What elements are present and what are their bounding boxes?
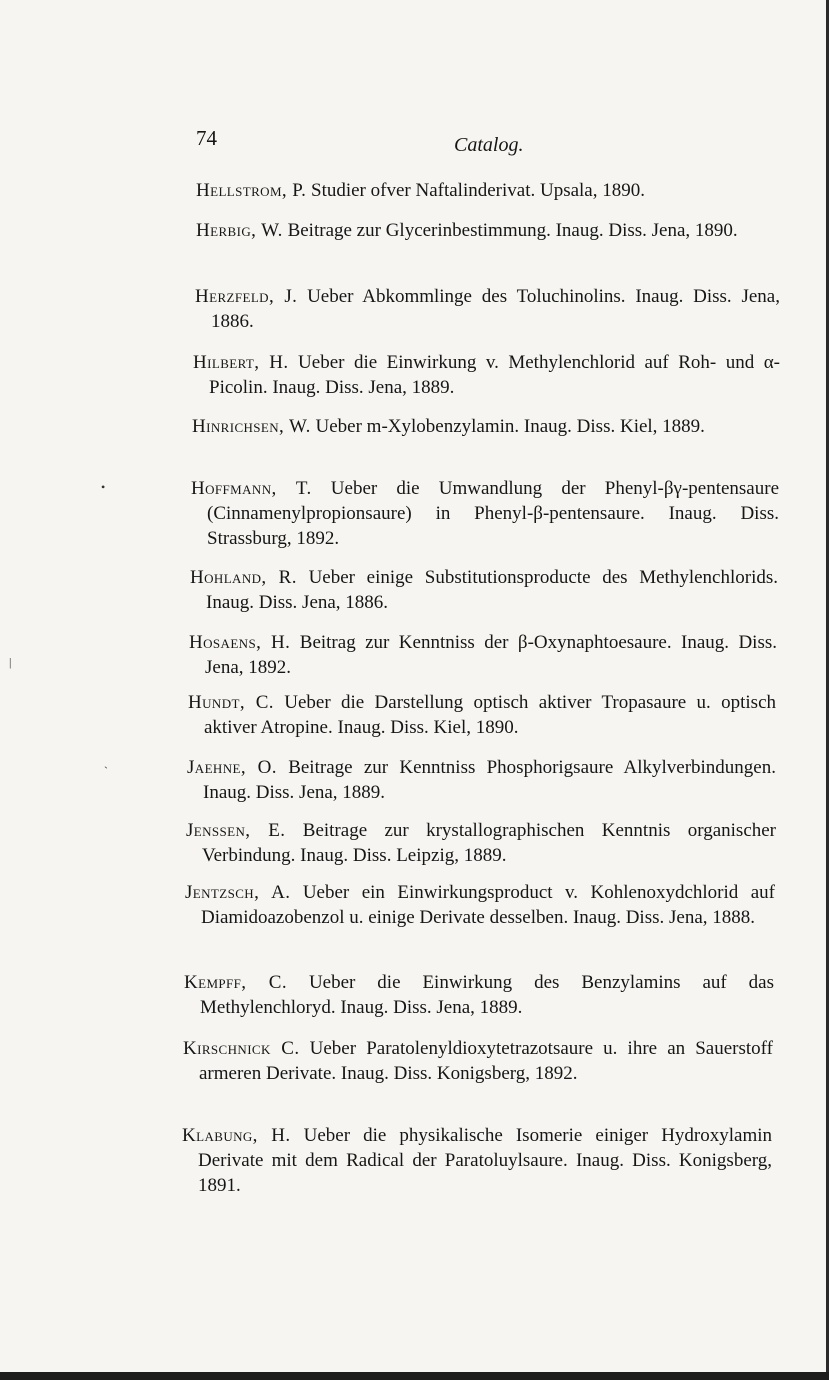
entry-author: Hosaens, H. bbox=[189, 632, 291, 653]
entry-author: Kempff, C. bbox=[184, 972, 288, 993]
entry-text: Ueber die Darstellung optisch aktiver Tropasaure u. optisch aktiver Atropine. Inaug. Diss. Kiel, 1890. bbox=[204, 692, 777, 738]
running-title: Catalog. bbox=[454, 134, 524, 156]
catalog-entry bbox=[186, 818, 776, 868]
page-edge-shadow bbox=[0, 1372, 829, 1380]
catalog-entry bbox=[187, 755, 776, 805]
catalog-entry bbox=[189, 630, 777, 680]
catalog-entry bbox=[193, 350, 780, 400]
entry-text: Ueber die physikalische Isomerie einiger Hydroxylamin Derivate mit dem Radical der Paratoluylsaure. Inaug. Diss. Konigsberg, 1891. bbox=[198, 1125, 773, 1196]
entry-author: Kirschnick C. bbox=[183, 1038, 300, 1059]
entry-text: Ueber ein Einwirkungsproduct v. Kohlenoxydchlorid auf Diamidoazobenzol u. einige Derivate desselben. Inaug. Diss. Jena, 1888. bbox=[201, 882, 775, 928]
entry-text: Studier ofver Naftalinderivat. Upsala, 1890. bbox=[311, 180, 645, 201]
catalog-entry bbox=[196, 218, 780, 243]
entry-author: Herzfeld, J. bbox=[195, 286, 298, 307]
entry-text: Beitrage zur Glycerinbestimmung. Inaug. Diss. Jena, 1890. bbox=[287, 220, 738, 241]
entry-author: Klabung, H. bbox=[182, 1125, 291, 1146]
entry-author: Jenssen, E. bbox=[186, 820, 286, 841]
entry-author: Hellstrom, P. bbox=[196, 180, 307, 201]
catalog-entry bbox=[182, 1123, 772, 1198]
scan-speck: • bbox=[101, 480, 106, 494]
entry-text: Ueber einige Substitutionsproducte des Methylenchlorids. Inaug. Diss. Jena, 1886. bbox=[206, 567, 779, 613]
catalog-entry bbox=[190, 565, 778, 615]
catalog-entry bbox=[195, 284, 780, 334]
entry-author: Herbig, W. bbox=[196, 220, 283, 241]
entry-author: Hinrichsen, W. bbox=[192, 416, 311, 437]
scan-speck: | bbox=[9, 655, 12, 669]
entry-text: Ueber Paratolenyldioxytetrazotsaure u. ihre an Sauerstoff armeren Derivate. Inaug. Diss. Konigsberg, 1892. bbox=[199, 1038, 773, 1084]
page-number: 74 bbox=[196, 126, 217, 150]
entry-text: Ueber die Einwirkung des Benzylamins auf das Methylenchloryd. Inaug. Diss. Jena, 1889. bbox=[200, 972, 774, 1018]
entry-author: Hundt, C. bbox=[188, 692, 274, 713]
catalog-entry bbox=[192, 414, 779, 439]
catalog-entry bbox=[188, 690, 776, 740]
entry-author: Hohland, R. bbox=[190, 567, 297, 588]
entry-text: Ueber Abkommlinge des Toluchinolins. Inaug. Diss. Jena, 1886. bbox=[211, 286, 780, 332]
entry-text: Ueber die Umwandlung der Phenyl-βγ-pentensaure (Cinnamenylpropionsaure) in Phenyl-β-pentensaure. Inaug. Diss. Strassburg, 1892. bbox=[207, 478, 780, 549]
page-header bbox=[196, 126, 536, 162]
entry-author: Hilbert, H. bbox=[193, 352, 289, 373]
entry-text: Ueber m-Xylobenzylamin. Inaug. Diss. Kiel, 1889. bbox=[315, 416, 705, 437]
catalog-entry bbox=[183, 1036, 773, 1086]
entry-author: Hoffmann, T. bbox=[191, 478, 312, 499]
entry-text: Ueber die Einwirkung v. Methylenchlorid auf Roh- und α-Picolin. Inaug. Diss. Jena, 1889. bbox=[209, 352, 780, 398]
entry-author: Jaehne, O. bbox=[187, 757, 277, 778]
entry-text: Beitrage zur krystallographischen Kenntnis organischer Verbindung. Inaug. Diss. Leipzig, 1889. bbox=[202, 820, 777, 866]
entry-text: Beitrag zur Kenntniss der β-Oxynaphtoesaure. Inaug. Diss. Jena, 1892. bbox=[205, 632, 777, 678]
catalog-entry bbox=[196, 178, 780, 203]
catalog-entry bbox=[185, 880, 775, 930]
catalog-entry bbox=[191, 476, 779, 551]
catalog-entry bbox=[184, 970, 774, 1020]
scan-speck: ` bbox=[104, 764, 108, 778]
entry-author: Jentzsch, A. bbox=[185, 882, 291, 903]
entry-text: Beitrage zur Kenntniss Phosphorigsaure Alkylverbindungen. Inaug. Diss. Jena, 1889. bbox=[203, 757, 776, 803]
